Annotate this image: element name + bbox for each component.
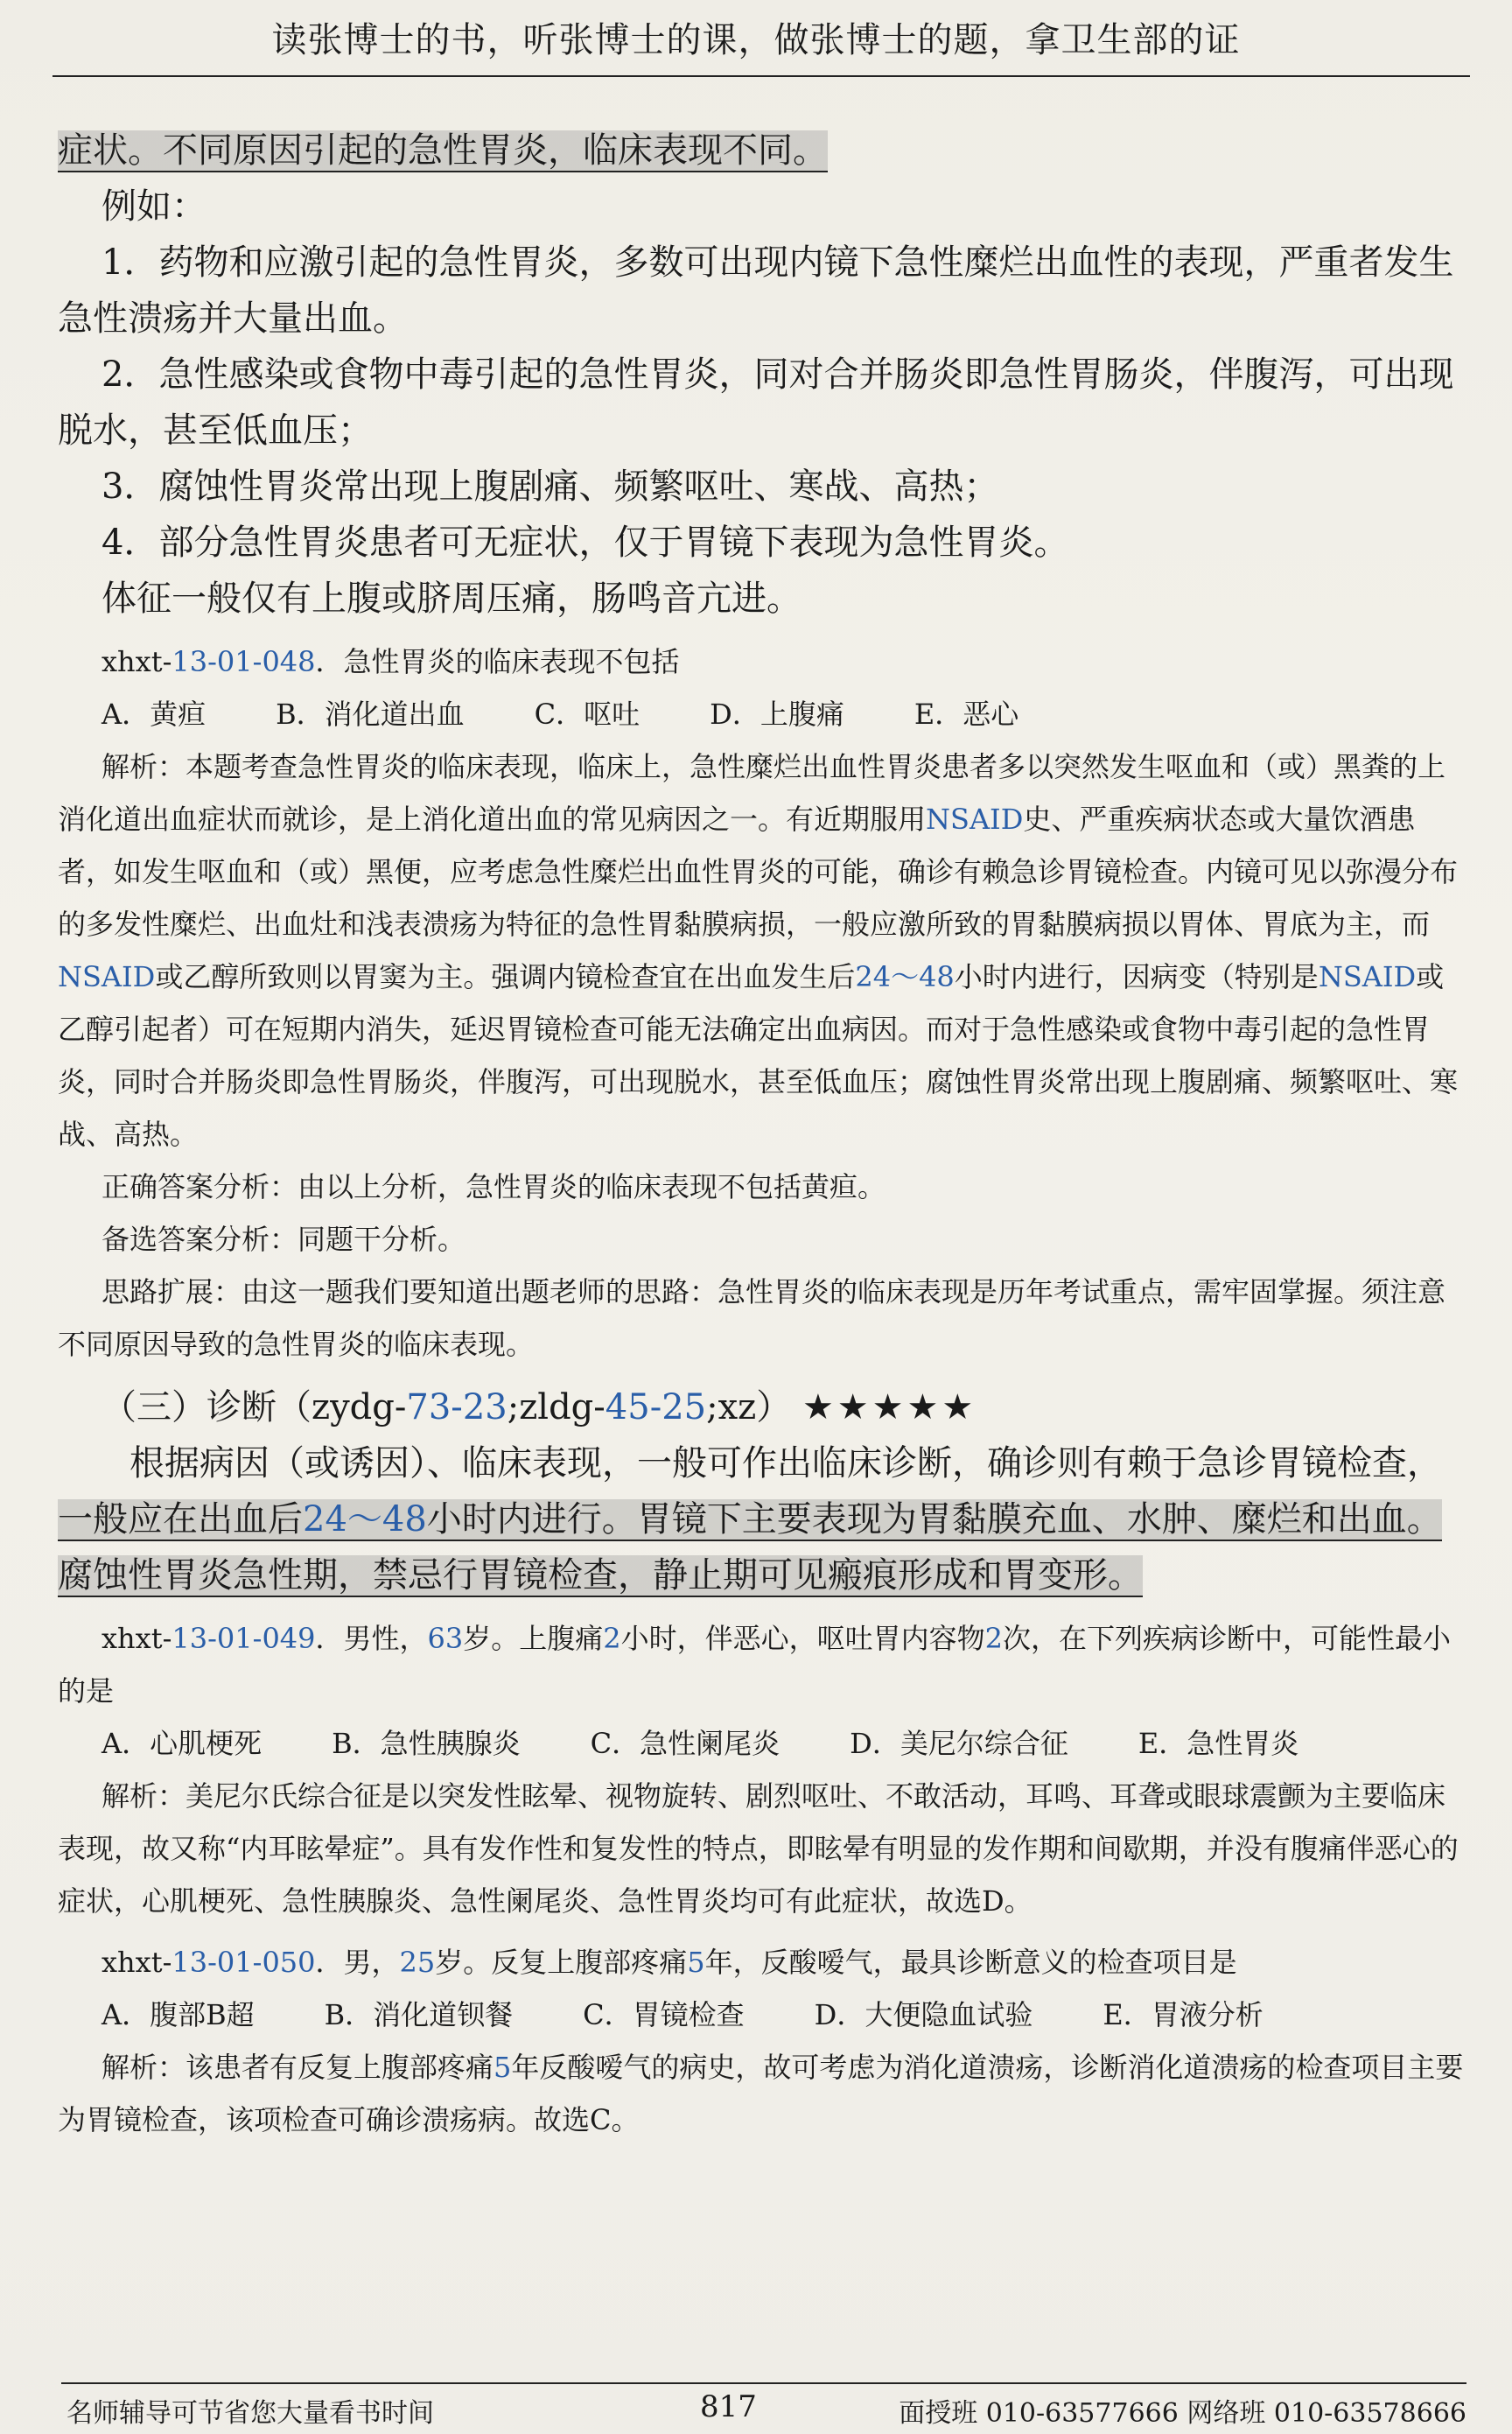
question-048-alternative: 备选答案分析：同题干分析。 — [102, 1223, 466, 1256]
paragraph-signs: 体征一般仅有上腹或脐周压痛，肠鸣音亢进。 — [102, 579, 802, 619]
option-a: A．腹部B超 — [102, 1998, 255, 2031]
option-d: D．上腹痛 — [710, 698, 844, 731]
option-a: A．黄疸 — [102, 698, 206, 731]
page-footer — [61, 2382, 1466, 2428]
question-049-options — [58, 1717, 1466, 1770]
question-050-analysis: 解析：该患者有反复上腹部疼痛5年反酸嗳气的病史，故可考虑为消化道溃疡，诊断消化道溃疡的检查项目主要为胃镜检查，该项检查可确诊溃疡病。故选C。 — [58, 2051, 1464, 2136]
option-c: C．呕吐 — [534, 698, 640, 731]
option-b: B．消化道钡餐 — [324, 1998, 514, 2031]
diagnosis-text: 根据病因（或诱因）、临床表现，一般可作出临床诊断，确诊则有赖于急诊胃镜检查，一般应在出血后24～48小时内进行。胃镜下主要表现为胃黏膜充血、水肿、糜烂和出血。腐蚀性胃炎急性期，禁忌行胃镜检查，静止期可见瘢痕形成和胃变形。 — [58, 1443, 1442, 1596]
list-item-2: 2．急性感染或食物中毒引起的急性胃炎，同对合并肠炎即急性胃肠炎，伴腹泻，可出现脱水，甚至低血压； — [58, 354, 1454, 451]
option-d: D．大便隐血试验 — [814, 1998, 1033, 2031]
question-048-correct: 正确答案分析：由以上分析，急性胃炎的临床表现不包括黄疸。 — [102, 1170, 886, 1203]
section-heading-diagnosis: （三）诊断（zydg-73-23;zldg-45-25;xz） ★★★★★ — [102, 1387, 977, 1427]
option-e: E．急性胃炎 — [1138, 1727, 1299, 1760]
page-body — [58, 123, 1466, 2146]
question-050-stem: xhxt-13-01-050．男，25岁。反复上腹部疼痛5年，反酸嗳气，最具诊断意义的检查项目是 — [102, 1946, 1237, 1979]
option-a: A．心肌梗死 — [102, 1727, 262, 1760]
header-rule — [52, 75, 1470, 77]
paragraph-example: 例如： — [102, 186, 206, 227]
question-048-stem: xhxt-13-01-048．急性胃炎的临床表现不包括 — [102, 645, 680, 678]
page-number: 817 — [700, 2389, 757, 2424]
option-c: C．急性阑尾炎 — [590, 1727, 780, 1760]
list-item-3: 3．腐蚀性胃炎常出现上腹剧痛、频繁呕吐、寒战、高热； — [102, 466, 999, 507]
option-d: D．美尼尔综合征 — [850, 1727, 1068, 1760]
page-header: 读张博士的书，听张博士的课，做张博士的题，拿卫生部的证 — [271, 20, 1241, 60]
question-048-extension: 思路扩展：由这一题我们要知道出题老师的思路：急性胃炎的临床表现是历年考试重点，需牢固掌握。须注意不同原因导致的急性胃炎的临床表现。 — [58, 1275, 1446, 1361]
list-item-1: 1．药物和应激引起的急性胃炎，多数可出现内镜下急性糜烂出血性的表现，严重者发生急性溃疡并大量出血。 — [58, 242, 1454, 339]
importance-stars: ★★★★★ — [802, 1387, 977, 1427]
footer-contact: 面授班 010-63577666 网络班 010-63578666 — [899, 2398, 1466, 2429]
question-049-stem: xhxt-13-01-049．男性，63岁。上腹痛2小时，伴恶心，呕吐胃内容物2次，在下列疾病诊断中，可能性最小的是 — [58, 1622, 1452, 1708]
option-e: E．恶心 — [914, 698, 1019, 731]
question-048-id: 13-01-048 — [172, 645, 316, 678]
question-048-options — [58, 688, 1466, 740]
option-b: B．急性胰腺炎 — [332, 1727, 521, 1760]
question-049-id: 13-01-049 — [172, 1622, 316, 1655]
footer-slogan: 名师辅导可节省您大量看书时间 — [66, 2398, 434, 2429]
list-item-4: 4．部分急性胃炎患者可无症状，仅于胃镜下表现为急性胃炎。 — [102, 523, 1069, 563]
paragraph-intro: 症状。不同原因引起的急性胃炎，临床表现不同。 — [58, 130, 828, 171]
question-049-analysis: 解析：美尼尔氏综合征是以突发性眩晕、视物旋转、剧烈呕吐、不敢活动，耳鸣、耳聋或眼球震颤为主要临床表现，故又称“内耳眩晕症”。具有发作性和复发性的特点，即眩晕有明显的发作期和间歇期，并没有腹痛伴恶心的症状，心肌梗死、急性胰腺炎、急性阑尾炎、急性胃炎均可有此症状，故选D。 — [58, 1779, 1459, 1918]
option-c: C．胃镜检查 — [583, 1998, 745, 2031]
option-e: E．胃液分析 — [1102, 1998, 1264, 2031]
question-048-analysis: 解析：本题考查急性胃炎的临床表现，临床上，急性糜烂出血性胃炎患者多以突然发生呕血和（或）黑粪的上消化道出血症状而就诊，是上消化道出血的常见病因之一。有近期服用NSAID史、严重疾病状态或大量饮酒患者，如发生呕血和（或）黑便，应考虑急性糜烂出血性胃炎的可能，确诊有赖急诊胃镜检查。内镜可见以弥漫分布的多发性糜烂、出血灶和浅表溃疡为特征的急性胃黏膜病损，一般应激所致的胃黏膜病损以胃体、胃底为主，而NSAID或乙醇所致则以胃窦为主。强调内镜检查宜在出血发生后24～48小时内进行，因病变（特别是NSAID或乙醇引起者）可在短期内消失，延迟胃镜检查可能无法确定出血病因。而对于急性感染或食物中毒引起的急性胃炎，同时合并肠炎即急性胃肠炎，伴腹泻，可出现脱水，甚至低血压；腐蚀性胃炎常出现上腹剧痛、频繁呕吐、寒战、高热。 — [58, 750, 1459, 1151]
question-050-id: 13-01-050 — [172, 1946, 316, 1979]
question-050-options — [58, 1989, 1466, 2041]
option-b: B．消化道出血 — [276, 698, 465, 731]
